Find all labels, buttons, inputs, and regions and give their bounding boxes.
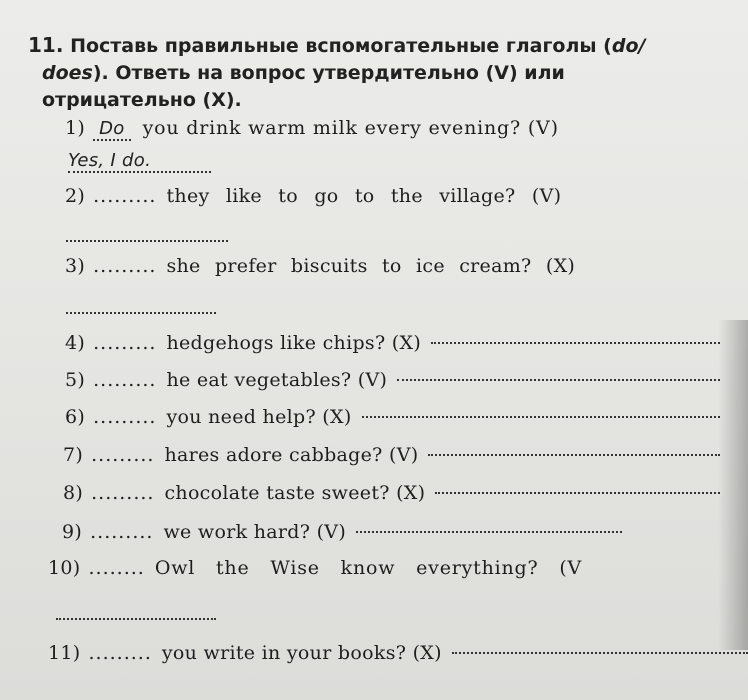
title-line-3: отрицательно (X). [42,89,242,111]
item-number: 5) [65,369,86,391]
question-row-1 [65,117,715,141]
answer-line-8[interactable] [435,492,720,494]
question-text: chocolate taste sweet? (X) [164,482,426,504]
question-row-7 [63,444,720,466]
title-text-b: ). Ответь на вопрос утвердительно (V) или [92,62,565,84]
answer-blank[interactable]: ......... [91,482,155,504]
item-number: 6) [65,406,86,428]
answer-line-5[interactable] [397,379,720,381]
answer-blank[interactable]: ......... [91,444,155,466]
answer-line-3[interactable] [66,312,216,314]
page-shadow [718,320,748,650]
answer-blank[interactable]: ......... [93,369,157,391]
answer-line-9[interactable] [356,531,622,533]
item-number: 4) [65,332,86,354]
item-number: 11) [48,642,81,664]
item-number: 9) [62,521,83,543]
answer-text[interactable]: Yes, I do. [68,150,211,173]
exercise-number: 11. [28,33,64,57]
question-row-8 [63,482,720,504]
question-row-11 [48,642,748,664]
question-row-5 [65,369,720,391]
question-text: hares adore cabbage? (V) [164,444,419,466]
question-text: you need help? (X) [166,406,352,428]
item-number: 2) [65,185,86,207]
answer-line-4[interactable] [431,342,720,344]
answer-blank[interactable]: ......... [93,406,157,428]
question-text: we work hard? (V) [163,521,347,543]
answer-line-6[interactable] [362,416,720,418]
title-line-2 [28,60,718,87]
question-text: he eat vegetables? (V) [166,369,388,391]
title-text-a: Поставь правильные вспомогательные глаголы ( [70,35,612,57]
answer-line-11[interactable] [452,652,748,654]
item-number: 1) [65,117,86,139]
question-row-4 [65,332,720,354]
answer-row-1 [68,150,211,173]
exercise-instructions [28,32,718,114]
answer-blank[interactable]: ......... [93,185,157,207]
answer-blank[interactable]: ......... [88,642,152,664]
title-line-1-text [28,32,645,60]
question-row-3 [65,255,720,277]
item-number: 10) [48,557,81,579]
answer-line-2[interactable] [66,240,228,242]
question-text: they like to go to the village? (V) [166,185,562,207]
question-row-10 [48,557,743,579]
answer-line-10[interactable] [56,618,216,620]
item-number: 8) [63,482,84,504]
question-text: you write in your books? (X) [161,642,442,664]
item-number: 3) [65,255,86,277]
answer-blank-filled[interactable]: Do [93,118,130,141]
title-do: do/ [611,35,646,57]
answer-line-7[interactable] [428,454,720,456]
question-row-2 [65,185,715,207]
title-does: does [42,62,93,84]
answer-blank[interactable]: ......... [93,255,157,277]
question-text: you drink warm milk every evening? (V) [142,117,559,139]
question-row-6 [65,406,720,428]
question-text: hedgehogs like chips? (X) [166,332,422,354]
title-line-1 [28,32,718,60]
question-text: she prefer biscuits to ice cream? (X) [166,255,576,277]
item-number: 7) [63,444,84,466]
answer-blank[interactable]: ........ [88,557,145,579]
question-text: Owl the Wise know everything? (V [154,557,583,579]
answer-blank[interactable]: ......... [90,521,154,543]
answer-blank[interactable]: ......... [93,332,157,354]
question-row-9 [62,521,622,543]
